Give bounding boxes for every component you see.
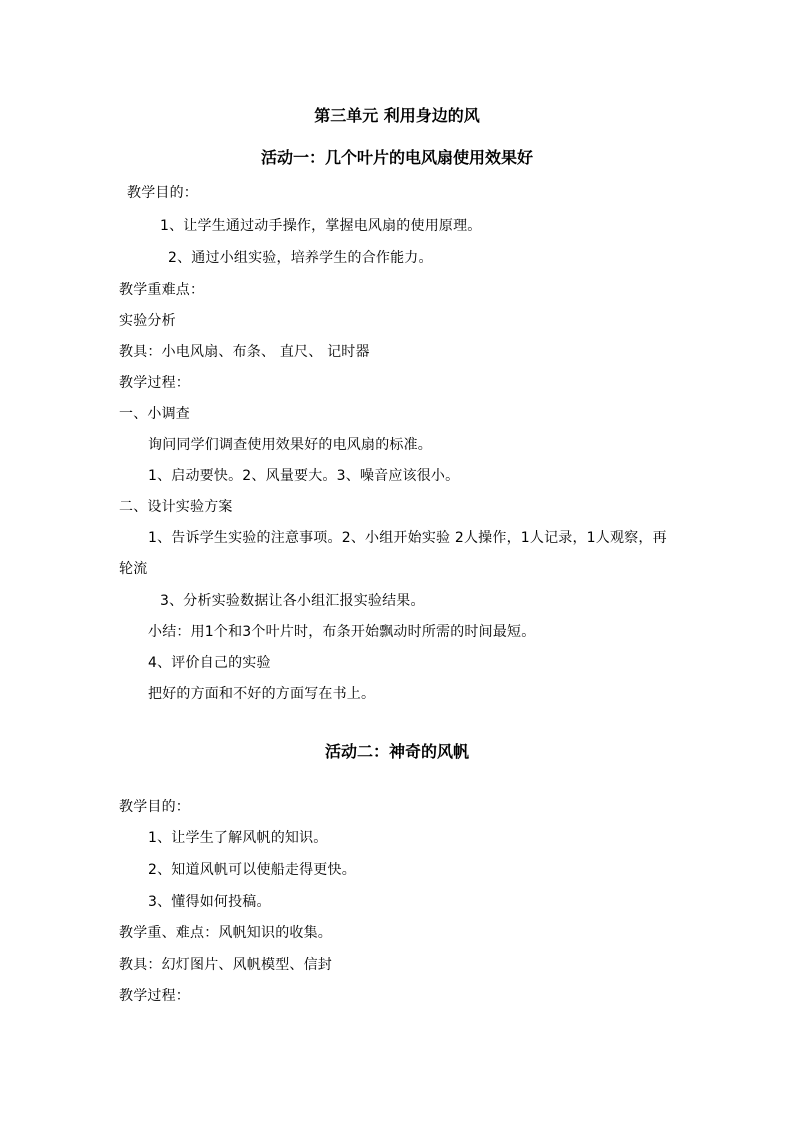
activity1-tools: 教具：小电风扇、布条、 直尺、 记时器 bbox=[119, 344, 370, 360]
activity1-plan-text: 1、告诉学生实验的注意事项。2、小组开始实验 2人操作，1人记录，1人观察，再轮流 bbox=[119, 530, 667, 577]
activity1-title: 活动一：几个叶片的电风扇使用效果好 bbox=[260, 148, 533, 167]
unit-title: 第三单元 利用身边的风 bbox=[314, 106, 480, 125]
activity2-tools: 教具：幻灯图片、风帆模型、信封 bbox=[119, 957, 332, 973]
activity2-title: 活动二：神奇的风帆 bbox=[324, 742, 469, 761]
activity2-goal-3: 3、懂得如何投稿。 bbox=[148, 894, 271, 910]
activity1-plan-4: 4、评价自己的实验 bbox=[148, 655, 271, 671]
activity1-key-points: 实验分析 bbox=[119, 313, 176, 329]
activity1-plan-4-text: 把好的方面和不好的方面写在书上。 bbox=[148, 686, 376, 702]
activity1-plan-3: 3、分析实验数据让各小组汇报实验结果。 bbox=[160, 593, 425, 609]
activity2-goal-label: 教学目的： bbox=[119, 799, 190, 815]
activity1-goal-1: 1、让学生通过动手操作，掌握电风扇的使用原理。 bbox=[160, 218, 482, 234]
activity1-survey-points: 1、启动要快。2、风量要大。3、噪音应该很小。 bbox=[148, 468, 460, 484]
activity1-goal-2: 2、通过小组实验，培养学生的合作能力。 bbox=[168, 250, 433, 266]
activity1-key-points-label: 教学重难点： bbox=[119, 282, 205, 298]
activity2-goal-2: 2、知道风帆可以使船走得更快。 bbox=[148, 862, 356, 878]
activity2-key-points: 教学重、难点：风帆知识的收集。 bbox=[119, 925, 332, 941]
activity1-section-1: 一、小调查 bbox=[119, 406, 190, 422]
activity1-section-2: 二、设计实验方案 bbox=[119, 499, 233, 515]
activity1-goal-label: 教学目的： bbox=[127, 185, 198, 201]
activity1-process-label: 教学过程： bbox=[119, 375, 190, 391]
activity2-process-label: 教学过程： bbox=[119, 988, 190, 1004]
activity2-goal-1: 1、让学生了解风帆的知识。 bbox=[148, 830, 328, 846]
activity1-survey-text: 询问同学们调查使用效果好的电风扇的标准。 bbox=[148, 437, 432, 453]
activity1-summary: 小结：用1个和3个叶片时，布条开始飘动时所需的时间最短。 bbox=[148, 624, 536, 640]
